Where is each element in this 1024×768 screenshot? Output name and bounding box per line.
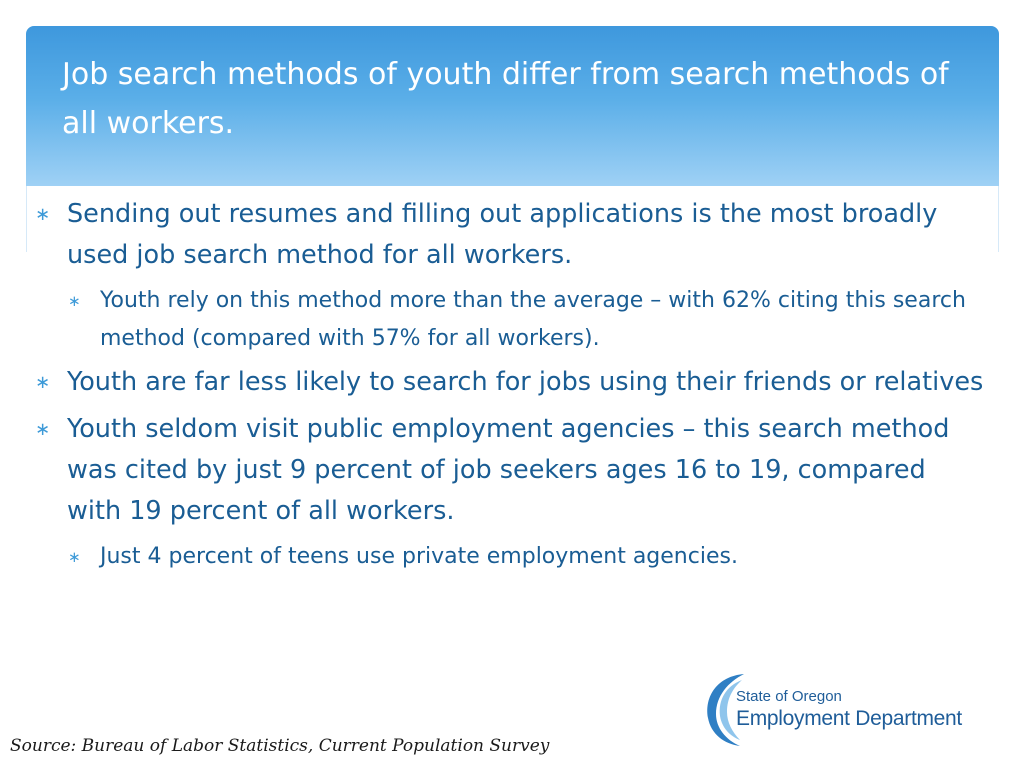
bullet-text: Sending out resumes and filling out applications is the most broadly used job search method for all workers. bbox=[67, 199, 938, 270]
bullet-item bbox=[32, 362, 987, 403]
sub-bullet-text: Youth rely on this method more than the average – with 62% citing this search method (compared with 57% for all workers). bbox=[100, 288, 966, 351]
source-citation: Source: Bureau of Labor Statistics, Current Population Survey bbox=[10, 736, 550, 756]
bullet-item bbox=[32, 194, 987, 276]
bullet-text: Youth are far less likely to search for jobs using their friends or relatives bbox=[67, 367, 984, 397]
agency-logo bbox=[700, 668, 1010, 750]
logo-text-line2: Employment Department bbox=[736, 707, 962, 730]
sub-bullet-text: Just 4 percent of teens use private employment agencies. bbox=[100, 544, 738, 569]
asterisk-bullet-icon: ∗ bbox=[68, 292, 81, 310]
asterisk-bullet-icon: ∗ bbox=[35, 372, 51, 393]
asterisk-bullet-icon: ∗ bbox=[35, 204, 51, 225]
bullet-item bbox=[32, 409, 987, 532]
logo-text-line1: State of Oregon bbox=[736, 688, 842, 705]
sub-bullet-item bbox=[32, 538, 987, 576]
sub-bullet-item bbox=[32, 282, 987, 358]
slide-title: Job search methods of youth differ from search methods of all workers. bbox=[62, 57, 949, 141]
bullet-text: Youth seldom visit public employment agencies – this search method was cited by just 9 percent of job seekers ages 16 to 19, compared with 19 percent of all workers. bbox=[67, 414, 950, 526]
asterisk-bullet-icon: ∗ bbox=[68, 548, 81, 566]
bullet-list bbox=[32, 194, 987, 580]
asterisk-bullet-icon: ∗ bbox=[35, 419, 51, 440]
